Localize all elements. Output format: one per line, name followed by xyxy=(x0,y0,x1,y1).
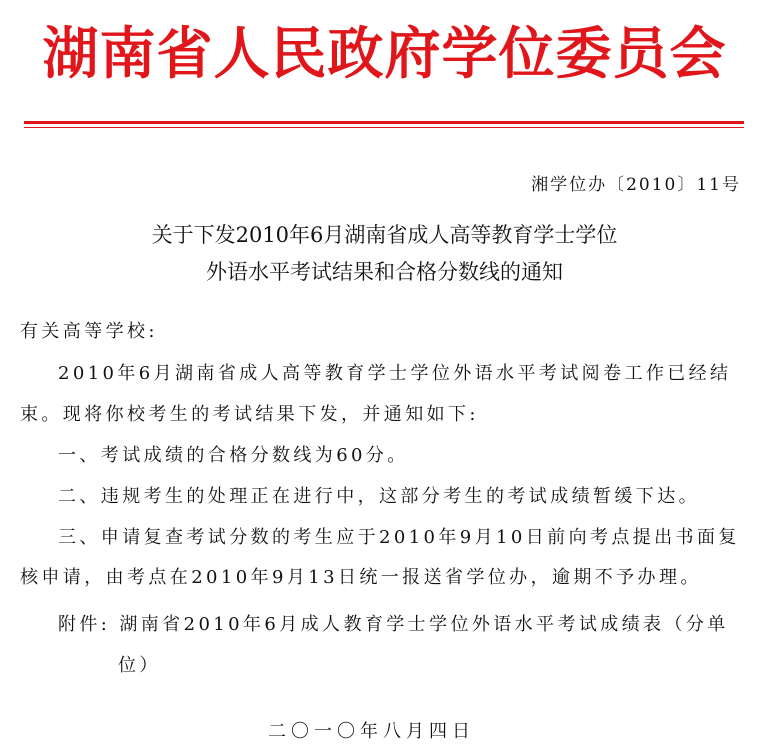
attachment-line-2: 位） xyxy=(118,655,161,676)
notice-item-3-line-1: 三、申请复查考试分数的考生应于2010年9月10日前向考点提出书面复 xyxy=(58,527,740,548)
issuing-organization-masthead: 湖南省人民政府学位委员会 xyxy=(42,22,727,87)
notice-title-line-2: 外语水平考试结果和合格分数线的通知 xyxy=(206,260,563,284)
notice-item-1: 一、考试成绩的合格分数线为60分。 xyxy=(58,445,409,466)
signing-date: 二〇一〇年八月四日 xyxy=(268,721,475,742)
intro-paragraph-line-2: 束。现将你校考生的考试结果下发，并通知如下: xyxy=(20,404,479,425)
attachment-line-1: 附件: 湖南省2010年6月成人教育学士学位外语水平考试成绩表（分单 xyxy=(58,614,729,635)
masthead-divider-thin xyxy=(24,127,744,128)
intro-paragraph-line-1: 2010年6月湖南省成人高等教育学士学位外语水平考试阅卷工作已经结 xyxy=(58,363,732,384)
masthead-divider-thick xyxy=(24,121,744,124)
notice-item-3-line-2: 核申请，由考点在2010年9月13日统一报送省学位办，逾期不予办理。 xyxy=(20,567,702,588)
document-number: 湘学位办〔2010〕11号 xyxy=(531,175,741,195)
notice-item-2: 二、违规考生的处理正在进行中，这部分考生的考试成绩暂缓下达。 xyxy=(58,486,700,507)
salutation: 有关高等学校: xyxy=(20,321,158,342)
notice-title-line-1: 关于下发2010年6月湖南省成人高等教育学士学位 xyxy=(151,223,618,247)
